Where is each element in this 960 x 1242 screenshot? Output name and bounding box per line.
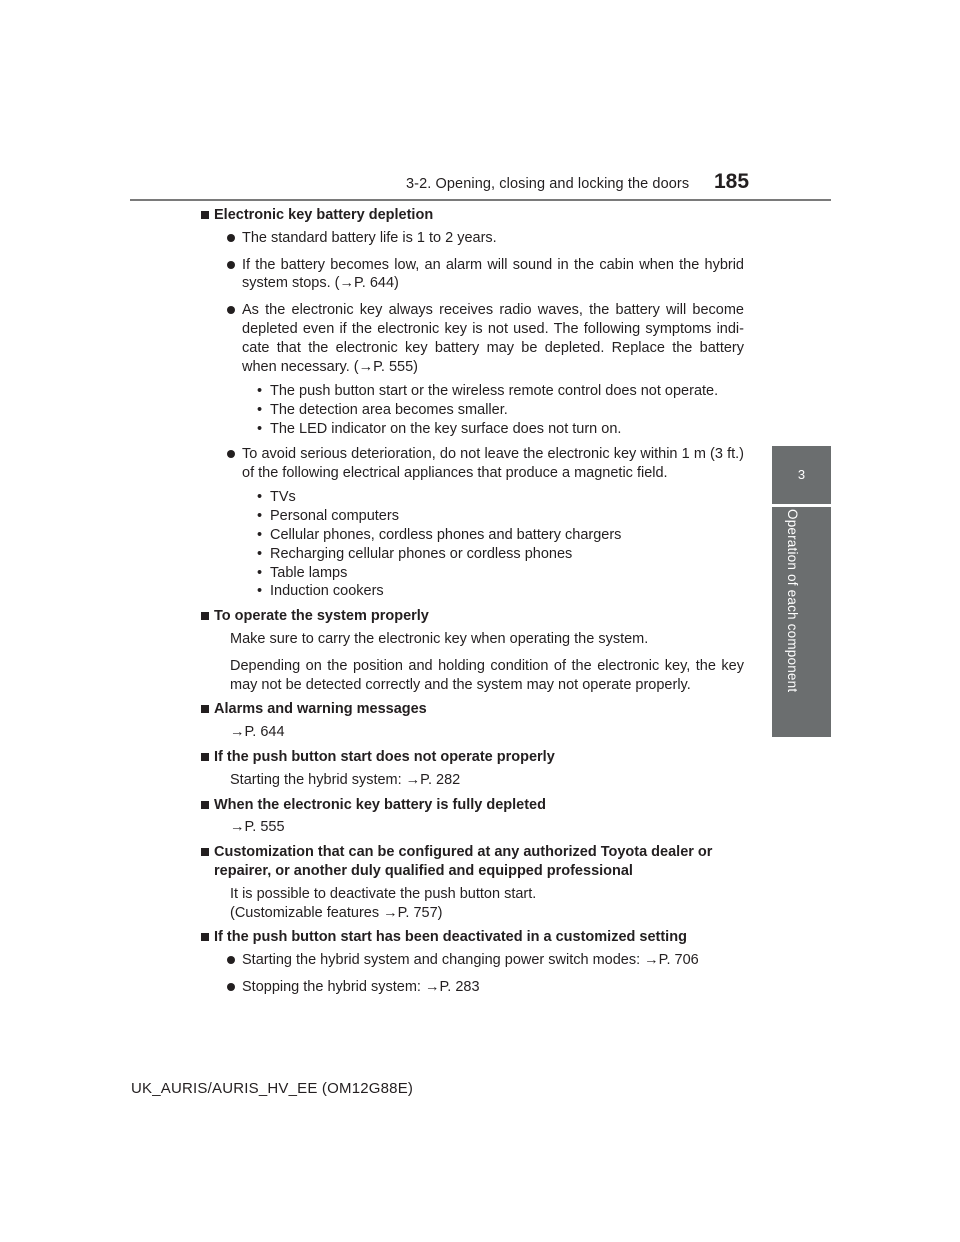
footer-model-code: UK_AURIS/AURIS_HV_EE (OM12G88E)	[131, 1080, 414, 1097]
square-bullet-icon	[201, 753, 209, 761]
list-item: • Induction cookers	[257, 582, 744, 601]
round-bullet-icon	[227, 450, 235, 458]
paragraph: It is possible to deactivate the push button start. (Customizable features →P. 757)	[230, 885, 537, 921]
list-item: • Personal computers	[257, 507, 744, 526]
section-operate-properly	[214, 607, 744, 694]
list-item: • TVs	[257, 488, 744, 507]
section-battery-depletion	[214, 206, 744, 601]
list-item: • Table lamps	[257, 564, 744, 583]
list-item: • The LED indicator on the key surface does not turn on.	[257, 420, 744, 439]
bullet-item: To avoid serious deterioration, do not leave the electronic key within 1 m (3 ft.) of the following electrical appliances that produce a magnetic field.	[242, 445, 744, 483]
section-heading: Alarms and warning messages	[214, 700, 744, 719]
paragraph: Depending on the position and holding condition of the electronic key, the key may not be detected correctly and the system may not operate properly.	[230, 657, 744, 693]
section-battery-fully-depleted	[214, 796, 744, 838]
header-rule	[130, 199, 831, 201]
round-bullet-icon	[227, 306, 235, 314]
bullet-item: The standard battery life is 1 to 2 years.	[242, 229, 744, 248]
square-bullet-icon	[201, 933, 209, 941]
section-customization	[214, 843, 744, 922]
paragraph: Make sure to carry the electronic key when operating the system.	[230, 630, 649, 647]
square-bullet-icon	[201, 612, 209, 620]
list-item: • The push button start or the wireless remote control does not operate.	[257, 382, 744, 401]
square-bullet-icon	[201, 801, 209, 809]
section-push-button-start	[214, 748, 744, 790]
section-heading: If the push button start does not operate properly	[214, 748, 744, 767]
page-reference: →P. 555	[230, 819, 285, 836]
section-deactivated	[214, 928, 744, 996]
chapter-title: Operation of each component	[785, 509, 800, 693]
page-number: 185	[714, 170, 750, 193]
square-bullet-icon	[201, 211, 209, 219]
bullet-item: As the electronic key always receives radio waves, the battery will become depleted even if the electronic key is not used. The following symptoms indi-cate that the electronic key battery may be depleted. Replace the battery when necessary. (→P. 555)	[242, 301, 744, 376]
section-heading: Electronic key battery depletion	[214, 206, 744, 225]
list-item: • Recharging cellular phones or cordless phones	[257, 545, 744, 564]
header-section-title: 3-2. Opening, closing and locking the doors	[406, 176, 690, 192]
list-item: • Cellular phones, cordless phones and battery chargers	[257, 526, 744, 545]
square-bullet-icon	[201, 705, 209, 713]
square-bullet-icon	[201, 848, 209, 856]
list-item: • The detection area becomes smaller.	[257, 401, 744, 420]
bullet-item: If the battery becomes low, an alarm will sound in the cabin when the hybrid system stops. (→P. 644)	[242, 256, 744, 294]
round-bullet-icon	[227, 983, 235, 991]
page-reference: →P. 644	[230, 724, 285, 741]
round-bullet-icon	[227, 956, 235, 964]
chapter-tab: 3	[772, 446, 831, 504]
page-content	[214, 206, 744, 1005]
section-heading: When the electronic key battery is fully depleted	[214, 796, 744, 815]
round-bullet-icon	[227, 261, 235, 269]
round-bullet-icon	[227, 234, 235, 242]
symptom-list	[257, 382, 744, 438]
section-heading: To operate the system properly	[214, 607, 744, 626]
section-heading: If the push button start has been deactivated in a customized setting	[214, 928, 744, 947]
paragraph: Starting the hybrid system: →P. 282	[230, 771, 461, 788]
section-heading: Customization that can be configured at any authorized Toyota dealer or repairer, or another duly qualified and equipped professional	[214, 843, 744, 881]
section-alarms	[214, 700, 744, 742]
appliance-list	[257, 488, 744, 601]
bullet-item: Stopping the hybrid system: →P. 283	[242, 978, 744, 997]
bullet-item: Starting the hybrid system and changing power switch modes: →P. 706	[242, 951, 744, 970]
